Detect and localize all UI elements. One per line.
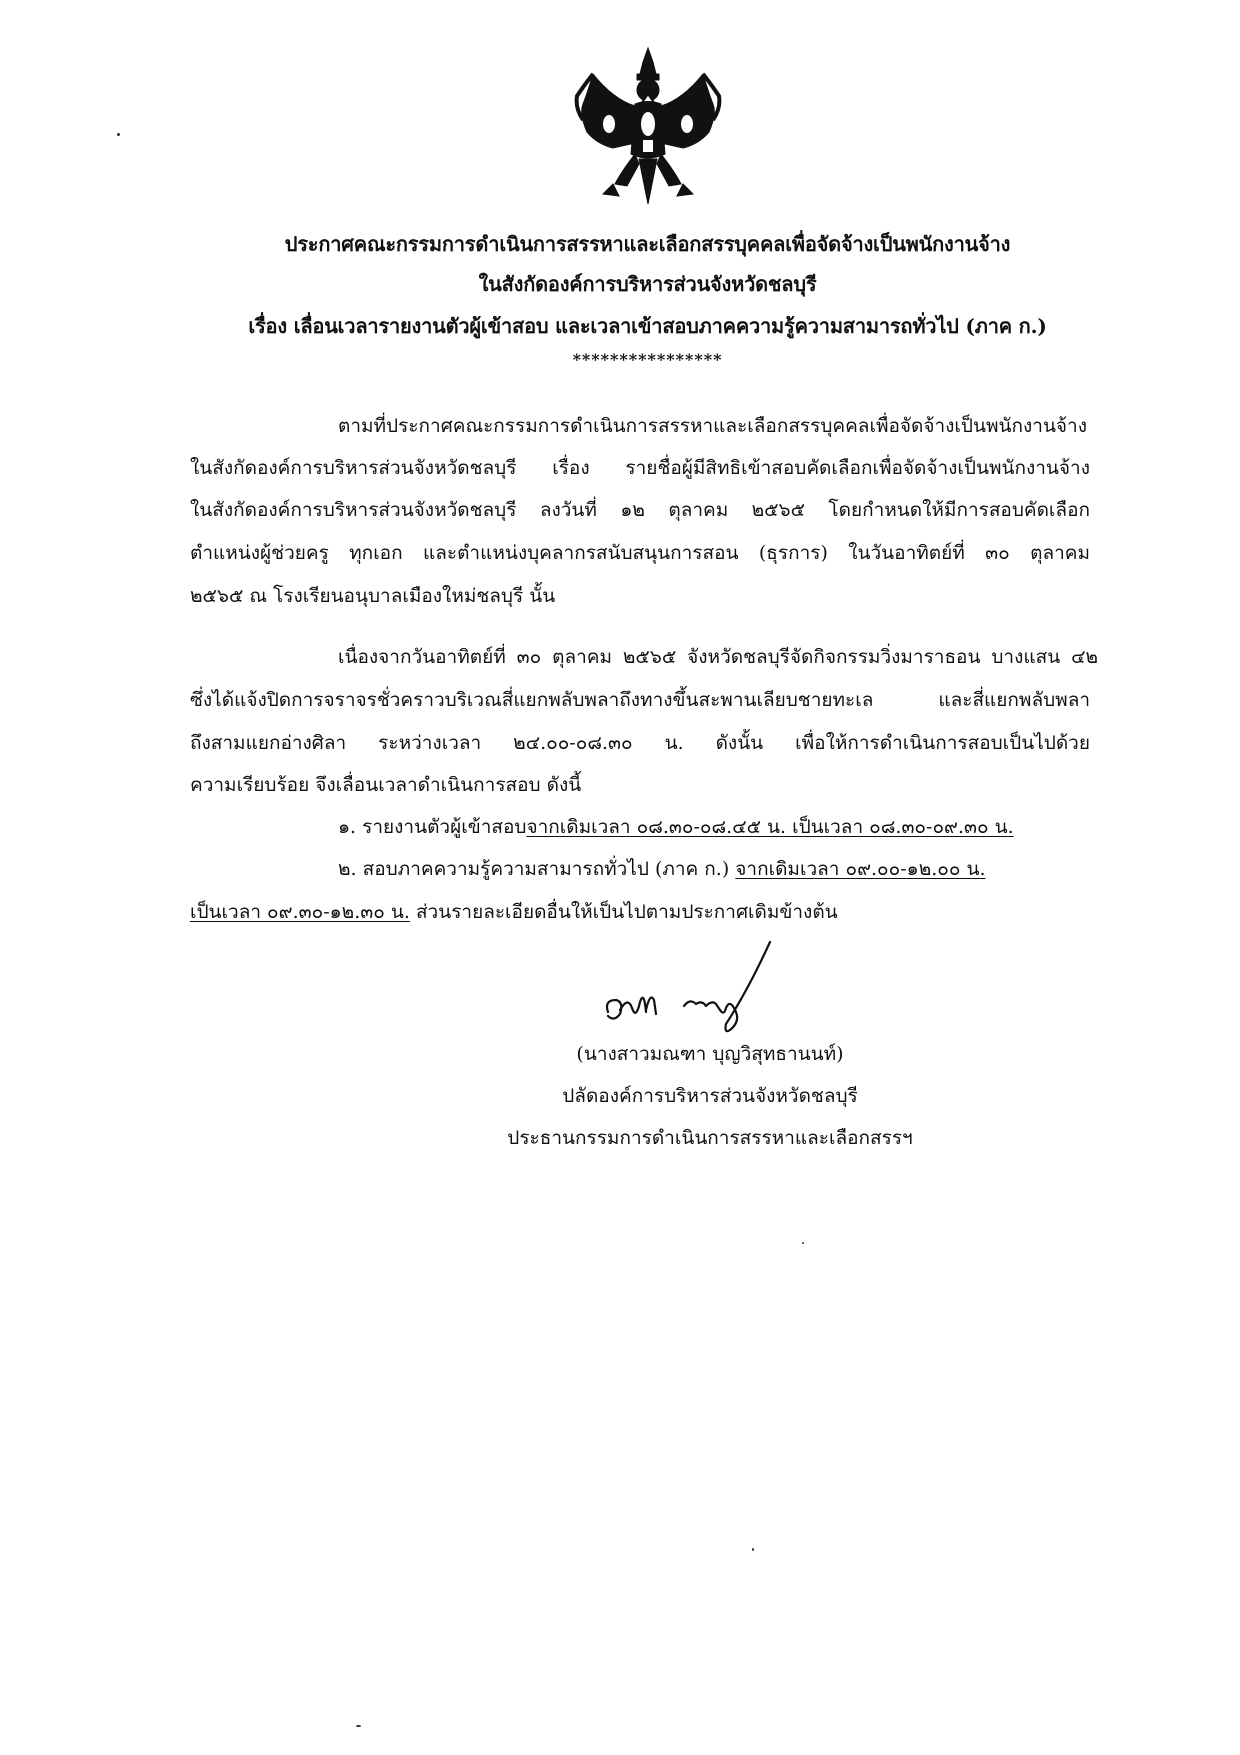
paragraph1-line3: ในสังกัดองค์การบริหารส่วนจังหวัดชลบุรี ลงวันที่ ๑๒ ตุลาคม ๒๕๖๕ โดยกำหนดให้มีการสอบคัดเลือก bbox=[190, 499, 1090, 521]
schedule-item-1 bbox=[338, 815, 1098, 839]
schedule-item-2 bbox=[338, 857, 1098, 881]
scan-speck bbox=[117, 133, 120, 136]
signatory-position: ปลัดองค์การบริหารส่วนจังหวัดชลบุรี bbox=[562, 1085, 858, 1107]
scan-speck bbox=[802, 1242, 804, 1244]
item2-old-time: จากเดิมเวลา ๐๙.๐๐-๑๒.๐๐ น. bbox=[735, 858, 986, 880]
paragraph2-line1: เนื่องจากวันอาทิตย์ที่ ๓๐ ตุลาคม ๒๕๖๕ จังหวัดชลบุรีจัดกิจกรรมวิ่งมาราธอน บางแสน ๔๒ bbox=[338, 646, 1098, 668]
handwritten-signature bbox=[598, 930, 798, 1040]
item1-label: ๑. รายงานตัวผู้เข้าสอบ bbox=[338, 816, 527, 838]
announcement-subject: เรื่อง เลื่อนเวลารายงานตัวผู้เข้าสอบ และเวลาเข้าสอบภาคความรู้ความสามารถทั่วไป (ภาค ก.) bbox=[248, 314, 1047, 338]
announcement-title-line2: ในสังกัดองค์การบริหารส่วนจังหวัดชลบุรี bbox=[478, 272, 817, 296]
paragraph2-line4: ความเรียบร้อย จึงเลื่อนเวลาดำเนินการสอบ ดังนี้ bbox=[190, 774, 582, 796]
item1-time-change: จากเดิมเวลา ๐๘.๓๐-๐๘.๔๕ น. เป็นเวลา ๐๘.๓๐-๐๙.๓๐ น. bbox=[526, 816, 1014, 838]
garuda-emblem-icon bbox=[573, 44, 723, 212]
paragraph1-line4: ตำแหน่งผู้ช่วยครู ทุกเอก และตำแหน่งบุคลากรสนับสนุนการสอน (ธุรการ) ในวันอาทิตย์ที่ ๓๐ ตุลาคม bbox=[190, 542, 1090, 564]
announcement-title-line1: ประกาศคณะกรรมการดำเนินการสรรหาและเลือกสรรบุคคลเพื่อจัดจ้างเป็นพนักงานจ้าง bbox=[284, 232, 1011, 256]
scan-speck bbox=[752, 1548, 754, 1551]
item2-label: ๒. สอบภาคความรู้ความสามารถทั่วไป (ภาค ก.) bbox=[338, 858, 736, 880]
paragraph1-line1: ตามที่ประกาศคณะกรรมการดำเนินการสรรหาและเลือกสรรบุคคลเพื่อจัดจ้างเป็นพนักงานจ้าง bbox=[338, 415, 1088, 437]
paragraph1-line2: ในสังกัดองค์การบริหารส่วนจังหวัดชลบุรี เรื่อง รายชื่อผู้มีสิทธิเข้าสอบคัดเลือกเพื่อจัดจ้างเป็นพนักงานจ้าง bbox=[190, 457, 1090, 479]
item2-new-time: เป็นเวลา ๐๙.๓๐-๑๒.๓๐ น. bbox=[190, 901, 410, 923]
paragraph1-line5: ๒๕๖๕ ณ โรงเรียนอนุบาลเมืองใหม่ชลบุรี นั้น bbox=[190, 585, 556, 607]
separator-stars: **************** bbox=[572, 350, 723, 369]
paragraph2-line3: ถึงสามแยกอ่างศิลา ระหว่างเวลา ๒๔.๐๐-๐๘.๓๐ น. ดังนั้น เพื่อให้การดำเนินการสอบเป็นไปด้วย bbox=[190, 732, 1090, 754]
item2-remark: ส่วนรายละเอียดอื่นให้เป็นไปตามประกาศเดิมข้างต้น bbox=[409, 901, 838, 923]
paragraph2-line2: ซึ่งได้แจ้งปิดการจราจรชั่วคราวบริเวณสี่แยกพลับพลาถึงทางขึ้นสะพานเลียบชายทะเล และสี่แยกพลับพลา bbox=[190, 689, 1090, 711]
signatory-name: (นางสาวมณฑา บุญวิสุทธานนท์) bbox=[576, 1043, 844, 1065]
committee-chair-title: ประธานกรรมการดำเนินการสรรหาและเลือกสรรฯ bbox=[507, 1127, 913, 1149]
scan-speck bbox=[356, 1725, 361, 1727]
schedule-item-2-continuation bbox=[190, 900, 1090, 924]
